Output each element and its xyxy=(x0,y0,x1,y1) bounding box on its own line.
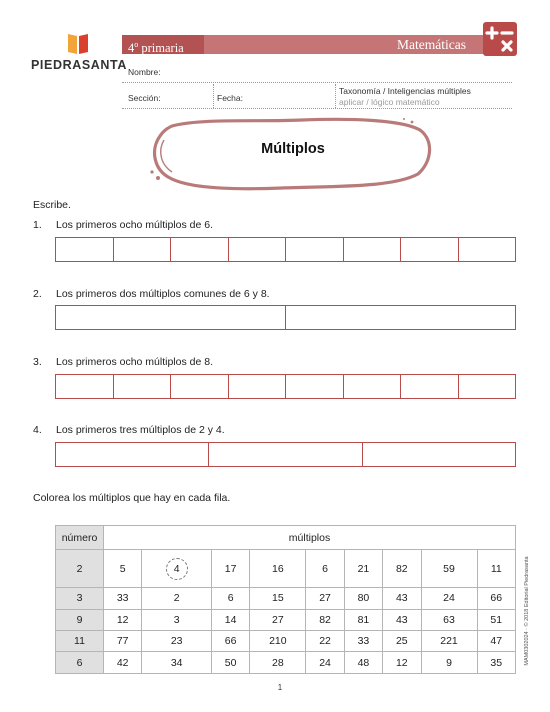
table-cell[interactable] xyxy=(142,550,212,588)
table-row xyxy=(56,550,516,588)
table-cell[interactable]: 221 xyxy=(421,630,477,651)
multiples-table xyxy=(55,525,516,674)
table-cell[interactable]: 77 xyxy=(104,630,142,651)
answer-box[interactable] xyxy=(56,238,114,261)
table-cell[interactable]: 14 xyxy=(211,609,249,630)
table-row xyxy=(56,630,516,651)
taxonomy-label: Taxonomía / Inteligencias múltiples xyxy=(339,86,471,96)
row-number: 3 xyxy=(56,588,104,609)
table-cell[interactable]: 15 xyxy=(250,588,306,609)
table-cell[interactable]: 16 xyxy=(250,550,306,588)
answer-row-2 xyxy=(55,305,516,330)
row-number: 11 xyxy=(56,630,104,651)
table-row xyxy=(56,588,516,609)
row-number: 9 xyxy=(56,609,104,630)
exercise-prompt: Los primeros dos múltiplos comunes de 6 y 8. xyxy=(56,288,270,300)
header-multiples: múltiplos xyxy=(104,526,516,550)
seccion-line[interactable] xyxy=(122,108,512,109)
table-cell[interactable]: 47 xyxy=(477,630,515,651)
circled-example: 4 xyxy=(166,558,188,580)
table-cell[interactable]: 24 xyxy=(306,652,344,674)
answer-box[interactable] xyxy=(229,375,287,398)
table-cell[interactable]: 63 xyxy=(421,609,477,630)
table-cell[interactable]: 51 xyxy=(477,609,515,630)
answer-box[interactable] xyxy=(229,238,287,261)
table-cell[interactable]: 50 xyxy=(211,652,249,674)
math-operations-icon xyxy=(483,22,517,56)
table-cell[interactable]: 3 xyxy=(142,609,212,630)
copyright-text: MAM0302024 · © 2018 Editorial Piedrasanta xyxy=(524,556,530,666)
answer-row-1 xyxy=(55,237,516,262)
answer-box[interactable] xyxy=(344,238,402,261)
answer-box[interactable] xyxy=(114,375,172,398)
table-cell[interactable]: 48 xyxy=(344,652,382,674)
answer-box[interactable] xyxy=(459,375,516,398)
answer-box[interactable] xyxy=(171,238,229,261)
exercise-prompt: Los primeros ocho múltiplos de 6. xyxy=(56,219,213,231)
table-cell[interactable]: 82 xyxy=(383,550,421,588)
divider xyxy=(335,84,336,108)
table-cell[interactable]: 66 xyxy=(477,588,515,609)
answer-box[interactable] xyxy=(286,375,344,398)
divider xyxy=(213,84,214,108)
table-cell[interactable]: 5 xyxy=(104,550,142,588)
table-cell[interactable]: 27 xyxy=(250,609,306,630)
table-cell[interactable]: 24 xyxy=(421,588,477,609)
table-cell[interactable]: 80 xyxy=(344,588,382,609)
table-cell[interactable]: 42 xyxy=(104,652,142,674)
table-cell[interactable]: 9 xyxy=(421,652,477,674)
table-cell[interactable]: 210 xyxy=(250,630,306,651)
table-cell[interactable]: 23 xyxy=(142,630,212,651)
answer-box[interactable] xyxy=(459,238,516,261)
answer-box[interactable] xyxy=(363,443,515,466)
table-cell[interactable]: 6 xyxy=(306,550,344,588)
table-cell[interactable]: 82 xyxy=(306,609,344,630)
table-cell[interactable]: 12 xyxy=(104,609,142,630)
exercise-number: 2. xyxy=(33,288,42,300)
answer-row-3 xyxy=(55,374,516,399)
table-cell[interactable]: 27 xyxy=(306,588,344,609)
table-cell[interactable]: 6 xyxy=(211,588,249,609)
table-cell[interactable]: 25 xyxy=(383,630,421,651)
answer-box[interactable] xyxy=(171,375,229,398)
nombre-line[interactable] xyxy=(122,82,512,83)
table-cell[interactable]: 2 xyxy=(142,588,212,609)
exercise-number: 4. xyxy=(33,424,42,436)
exercise-prompt: Los primeros tres múltiplos de 2 y 4. xyxy=(56,424,225,436)
table-cell[interactable]: 43 xyxy=(383,609,421,630)
table-row xyxy=(56,652,516,674)
table-cell[interactable]: 22 xyxy=(306,630,344,651)
seccion-label: Sección: xyxy=(128,93,161,103)
exercise-prompt: Los primeros ocho múltiplos de 8. xyxy=(56,356,213,368)
table-cell[interactable]: 43 xyxy=(383,588,421,609)
table-row xyxy=(56,609,516,630)
taxonomy-value: aplicar / lógico matemático xyxy=(339,97,440,107)
nombre-label: Nombre: xyxy=(128,67,161,77)
table-cell[interactable]: 11 xyxy=(477,550,515,588)
answer-box[interactable] xyxy=(344,375,402,398)
table-cell[interactable]: 12 xyxy=(383,652,421,674)
instruction-color: Colorea los múltiplos que hay en cada fila. xyxy=(33,492,231,504)
instruction-write: Escribe. xyxy=(33,199,71,211)
table-cell[interactable]: 33 xyxy=(344,630,382,651)
header-number: número xyxy=(56,526,104,550)
answer-box[interactable] xyxy=(401,238,459,261)
table-cell[interactable]: 81 xyxy=(344,609,382,630)
exercise-number: 1. xyxy=(33,219,42,231)
answer-box[interactable] xyxy=(286,306,515,329)
row-number: 2 xyxy=(56,550,104,588)
answer-box[interactable] xyxy=(56,306,286,329)
answer-row-4 xyxy=(55,442,516,467)
answer-box[interactable] xyxy=(114,238,172,261)
exercise-number: 3. xyxy=(33,356,42,368)
fecha-label: Fecha: xyxy=(217,93,243,103)
page-title: Múltiplos xyxy=(261,141,325,157)
table-cell[interactable]: 21 xyxy=(344,550,382,588)
table-cell[interactable]: 35 xyxy=(477,652,515,674)
subject-title: Matemáticas xyxy=(397,37,466,52)
brand-name: PIEDRASANTA xyxy=(31,58,127,72)
answer-box[interactable] xyxy=(286,238,344,261)
answer-box[interactable] xyxy=(209,443,362,466)
table-cell[interactable]: 34 xyxy=(142,652,212,674)
answer-box[interactable] xyxy=(56,375,114,398)
row-number: 6 xyxy=(56,652,104,674)
answer-box[interactable] xyxy=(401,375,459,398)
table-cell[interactable]: 17 xyxy=(211,550,249,588)
grade-label: 4$^o$ primaria xyxy=(122,35,204,54)
book-icon xyxy=(66,32,90,56)
answer-box[interactable] xyxy=(56,443,209,466)
table-cell[interactable]: 59 xyxy=(421,550,477,588)
copyright-sidebar xyxy=(520,550,528,680)
page-number: 1 xyxy=(277,683,283,692)
table-cell[interactable]: 28 xyxy=(250,652,306,674)
table-cell[interactable]: 33 xyxy=(104,588,142,609)
table-cell[interactable]: 66 xyxy=(211,630,249,651)
